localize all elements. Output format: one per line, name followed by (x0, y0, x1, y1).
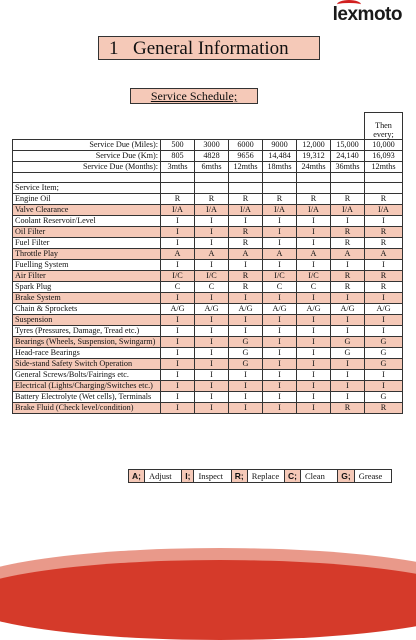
service-item-header: Service Item; (13, 183, 161, 194)
section-title (98, 36, 320, 60)
service-action-cell: I (263, 403, 297, 414)
service-action-cell: I (195, 381, 229, 392)
service-action-cell: I (331, 370, 365, 381)
service-action-cell: I (263, 326, 297, 337)
service-action-cell: I (161, 392, 195, 403)
service-action-cell: I (263, 381, 297, 392)
lexmoto-logo (333, 4, 402, 26)
service-action-cell: I (297, 260, 331, 271)
service-action-cell: G (229, 337, 263, 348)
service-item-row (13, 249, 403, 260)
service-action-cell: I (229, 370, 263, 381)
service-item-label: Tyres (Pressures, Damage, Tread etc.) (13, 326, 161, 337)
due-value-cell: 18mths (263, 162, 297, 173)
service-action-cell: I (331, 216, 365, 227)
service-item-label: Side-stand Safety Switch Operation (13, 359, 161, 370)
service-action-cell: I (297, 337, 331, 348)
service-action-cell: I (229, 260, 263, 271)
service-action-cell: I (331, 293, 365, 304)
legend-key: A; (129, 470, 145, 482)
due-row (13, 140, 403, 151)
service-action-cell: A (331, 249, 365, 260)
due-value-cell: 12mths (365, 162, 403, 173)
legend-key: I; (182, 470, 194, 482)
due-value-cell: 12mths (229, 162, 263, 173)
due-value-cell: 36mths (331, 162, 365, 173)
service-action-cell: I (297, 348, 331, 359)
service-item-label: Fuelling System (13, 260, 161, 271)
service-item-row (13, 359, 403, 370)
service-action-cell: I/A (331, 205, 365, 216)
service-action-cell: I (263, 370, 297, 381)
service-action-cell: R (365, 271, 403, 282)
service-action-cell: G (365, 348, 403, 359)
legend-label: Replace (248, 470, 285, 482)
service-action-cell: I (161, 381, 195, 392)
service-action-cell: I (263, 315, 297, 326)
service-action-cell: I (195, 293, 229, 304)
service-item-label: Brake System (13, 293, 161, 304)
service-action-cell: I (161, 260, 195, 271)
service-action-cell: I (297, 392, 331, 403)
service-action-cell: C (297, 282, 331, 293)
due-value-cell: 9656 (229, 151, 263, 162)
service-action-cell: A/G (297, 304, 331, 315)
service-action-cell: I (263, 337, 297, 348)
service-action-cell: I (365, 370, 403, 381)
service-action-cell: R (229, 282, 263, 293)
service-action-cell: I (161, 293, 195, 304)
service-action-cell: I (195, 370, 229, 381)
service-item-row (13, 260, 403, 271)
service-action-cell: R (331, 403, 365, 414)
due-value-cell: 24,140 (331, 151, 365, 162)
service-action-cell: R (263, 194, 297, 205)
service-action-cell: I (365, 260, 403, 271)
legend (128, 469, 392, 483)
service-action-cell: R (331, 194, 365, 205)
service-action-cell: I/A (297, 205, 331, 216)
service-action-cell: R (229, 227, 263, 238)
then-every-line: Then (375, 121, 392, 130)
service-action-cell: A/G (229, 304, 263, 315)
service-item-row (13, 403, 403, 414)
service-action-cell: I (297, 370, 331, 381)
service-action-cell: I (331, 381, 365, 392)
due-value-cell: 3000 (195, 140, 229, 151)
service-item-label: Electrical (Lights/Charging/Switches etc.) (13, 381, 161, 392)
service-action-cell: R (331, 238, 365, 249)
service-action-cell: I (365, 381, 403, 392)
service-action-cell: C (161, 282, 195, 293)
service-item-label: Throttle Play (13, 249, 161, 260)
due-value-cell: 500 (161, 140, 195, 151)
legend-label: Inspect (194, 470, 231, 482)
service-action-cell: I (331, 260, 365, 271)
service-action-cell: I (229, 403, 263, 414)
service-action-cell: I (365, 293, 403, 304)
service-action-cell: A (263, 249, 297, 260)
service-action-cell: I (331, 326, 365, 337)
service-action-cell: I (195, 238, 229, 249)
footer-wave-dark (0, 560, 416, 640)
service-action-cell: R (229, 271, 263, 282)
service-action-cell: I (195, 359, 229, 370)
service-item-label: Battery Electrolyte (Wet cells), Terminals (13, 392, 161, 403)
service-action-cell: G (229, 348, 263, 359)
service-item-row (13, 271, 403, 282)
service-action-cell: A (297, 249, 331, 260)
service-action-cell: I (161, 238, 195, 249)
service-item-row (13, 227, 403, 238)
service-item-label: Fuel Filter (13, 238, 161, 249)
service-action-cell: I (297, 227, 331, 238)
service-action-cell: C (195, 282, 229, 293)
service-action-cell: R (365, 238, 403, 249)
service-action-cell: A (195, 249, 229, 260)
service-action-cell: R (297, 194, 331, 205)
service-action-cell: A (229, 249, 263, 260)
service-action-cell: I/C (195, 271, 229, 282)
due-value-cell: 4828 (195, 151, 229, 162)
service-action-cell: R (331, 282, 365, 293)
service-action-cell: I (195, 392, 229, 403)
service-item-row (13, 293, 403, 304)
service-action-cell: I (229, 326, 263, 337)
service-action-cell: I/A (263, 205, 297, 216)
service-action-cell: I (161, 337, 195, 348)
service-action-cell: R (161, 194, 195, 205)
due-value-cell: 15,000 (331, 140, 365, 151)
service-action-cell: I (229, 392, 263, 403)
service-action-cell: I/A (161, 205, 195, 216)
service-action-cell: G (229, 359, 263, 370)
service-action-cell: I (297, 293, 331, 304)
service-action-cell: I (297, 315, 331, 326)
due-value-cell: 9000 (263, 140, 297, 151)
service-action-cell: A (365, 249, 403, 260)
service-item-label: General Screws/Bolts/Fairings etc. (13, 370, 161, 381)
service-action-cell: I (195, 337, 229, 348)
service-item-label: Coolant Reservoir/Level (13, 216, 161, 227)
due-value-cell: 6mths (195, 162, 229, 173)
due-value-cell: 12,000 (297, 140, 331, 151)
service-item-label: Suspension (13, 315, 161, 326)
service-item-row (13, 282, 403, 293)
service-item-label: Air Filter (13, 271, 161, 282)
service-action-cell: I (365, 315, 403, 326)
service-item-row (13, 326, 403, 337)
service-action-cell: A/G (263, 304, 297, 315)
service-item-label: Bearings (Wheels, Suspension, Swingarm) (13, 337, 161, 348)
service-action-cell: R (365, 194, 403, 205)
service-action-cell: I (161, 227, 195, 238)
service-item-label: Spark Plug (13, 282, 161, 293)
service-item-row (13, 216, 403, 227)
legend-key: C; (285, 470, 301, 482)
service-action-cell: I (297, 326, 331, 337)
service-action-cell: I (263, 260, 297, 271)
service-action-cell: A (161, 249, 195, 260)
service-action-cell: I/C (263, 271, 297, 282)
section-title-text: General Information (133, 38, 289, 59)
service-action-cell: I/A (229, 205, 263, 216)
service-item-row (13, 381, 403, 392)
service-action-cell: I (161, 326, 195, 337)
service-action-cell: I (161, 403, 195, 414)
service-action-cell: I (229, 315, 263, 326)
service-action-cell: G (365, 337, 403, 348)
legend-label: Clean (301, 470, 338, 482)
due-value-cell: 805 (161, 151, 195, 162)
service-action-cell: I/A (365, 205, 403, 216)
due-row-label: Service Due (Miles): (13, 140, 161, 151)
service-action-cell: I (229, 381, 263, 392)
service-action-cell: I/C (297, 271, 331, 282)
service-action-cell: A/G (161, 304, 195, 315)
service-item-row (13, 337, 403, 348)
service-action-cell: R (229, 194, 263, 205)
service-action-cell: I (195, 348, 229, 359)
service-action-cell: G (331, 337, 365, 348)
service-action-cell: I (161, 348, 195, 359)
service-action-cell: I (161, 216, 195, 227)
service-action-cell: G (365, 392, 403, 403)
due-row (13, 151, 403, 162)
service-item-row (13, 315, 403, 326)
service-action-cell: C (263, 282, 297, 293)
service-action-cell: R (331, 271, 365, 282)
service-action-cell: I (195, 403, 229, 414)
service-action-cell: I (331, 392, 365, 403)
due-row (13, 162, 403, 173)
service-action-cell: I (263, 238, 297, 249)
then-every-row (13, 113, 403, 140)
service-item-row (13, 370, 403, 381)
service-item-label: Oil Filter (13, 227, 161, 238)
due-value-cell: 6000 (229, 140, 263, 151)
due-value-cell: 19,312 (297, 151, 331, 162)
service-action-cell: I (365, 216, 403, 227)
section-number: 1 (109, 38, 119, 59)
service-action-cell: I (161, 370, 195, 381)
service-action-cell: I (161, 315, 195, 326)
service-action-cell: I (263, 227, 297, 238)
service-action-cell: I (365, 326, 403, 337)
legend-key: R; (232, 470, 248, 482)
logo-text: lexmoto (332, 4, 402, 25)
service-action-cell: I (263, 348, 297, 359)
service-item-row (13, 348, 403, 359)
service-action-cell: G (365, 359, 403, 370)
service-action-cell: I (161, 359, 195, 370)
service-item-header-row (13, 183, 403, 194)
service-action-cell: I (195, 227, 229, 238)
service-action-cell: R (365, 403, 403, 414)
then-every-header (365, 113, 403, 140)
service-action-cell: A/G (331, 304, 365, 315)
service-item-label: Head-race Bearings (13, 348, 161, 359)
service-action-cell: I (195, 315, 229, 326)
spacer-row (13, 173, 403, 183)
legend-label: Adjust (145, 470, 182, 482)
service-action-cell: R (365, 227, 403, 238)
service-item-row (13, 238, 403, 249)
service-schedule-heading: Service Schedule; (130, 88, 258, 104)
legend-key: G; (338, 470, 354, 482)
service-action-cell: I (331, 315, 365, 326)
service-action-cell: R (229, 238, 263, 249)
service-action-cell: R (331, 227, 365, 238)
service-action-cell: R (195, 194, 229, 205)
service-action-cell: I (297, 381, 331, 392)
service-action-cell: I (297, 216, 331, 227)
service-action-cell: A/G (365, 304, 403, 315)
service-item-label: Valve Clearance (13, 205, 161, 216)
service-action-cell: I/C (161, 271, 195, 282)
legend-label: Grease (358, 471, 383, 481)
service-action-cell: I (331, 359, 365, 370)
service-action-cell: I (263, 392, 297, 403)
service-item-label: Chain & Sprockets (13, 304, 161, 315)
service-item-label: Engine Oil (13, 194, 161, 205)
service-action-cell: I (229, 216, 263, 227)
service-action-cell: I (229, 293, 263, 304)
service-action-cell: A/G (195, 304, 229, 315)
service-action-cell: I (263, 293, 297, 304)
service-action-cell: R (365, 282, 403, 293)
due-value-cell: 3mths (161, 162, 195, 173)
service-action-cell: I (263, 216, 297, 227)
due-value-cell: 10,000 (365, 140, 403, 151)
logo-swoosh-icon (337, 0, 361, 9)
service-action-cell: I (263, 359, 297, 370)
service-action-cell: I (195, 260, 229, 271)
due-row-label: Service Due (Km): (13, 151, 161, 162)
due-row-label: Service Due (Months): (13, 162, 161, 173)
service-action-cell: I/A (195, 205, 229, 216)
due-value-cell: 24mths (297, 162, 331, 173)
service-item-label: Brake Fluid (Check level/condition) (13, 403, 161, 414)
service-action-cell: I (195, 326, 229, 337)
service-action-cell: I (195, 216, 229, 227)
service-item-row (13, 194, 403, 205)
service-action-cell: G (331, 348, 365, 359)
service-item-row (13, 205, 403, 216)
service-action-cell: I (297, 238, 331, 249)
due-value-cell: 16,093 (365, 151, 403, 162)
service-item-row (13, 392, 403, 403)
due-value-cell: 14,484 (263, 151, 297, 162)
service-action-cell: I (297, 403, 331, 414)
service-item-row (13, 304, 403, 315)
then-every-line: every; (373, 130, 394, 139)
service-schedule-table (12, 112, 403, 414)
service-action-cell: I (297, 359, 331, 370)
